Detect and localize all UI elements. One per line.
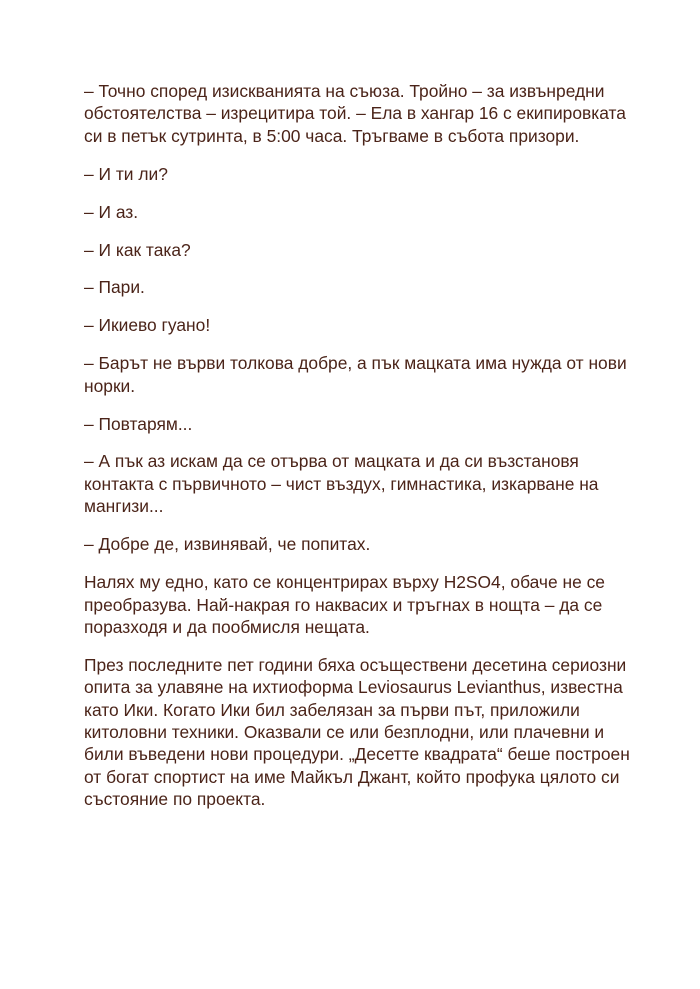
document-page <box>84 80 644 826</box>
paragraph-10: – Добре де, извинявай, че попитах. <box>84 534 371 555</box>
paragraph-8: – Повтарям... <box>84 413 193 434</box>
paragraph-1: – Точно според изискванията на съюза. Тройно – за извънредни обстоятелства – изрецитира той. – Ела в хангар 16 с екипировката си в петък сутринта, в 5:00 часа. Тръгваме в събота призори. <box>84 81 626 146</box>
paragraph-3: – И аз. <box>84 201 139 222</box>
paragraph-4: – И как така? <box>84 239 191 260</box>
paragraph-6: – Икиево гуано! <box>84 315 211 336</box>
paragraph-7: – Барът не върви толкова добре, а пък мацката има нужда от нови норки. <box>84 353 627 396</box>
paragraph-9: – А пък аз искам да се отърва от мацката и да си възстановя контакта с първичното – чист въздух, гимнастика, изкарване на мангизи... <box>84 451 599 517</box>
paragraph-2: – И ти ли? <box>84 163 168 184</box>
paragraph-5: – Пари. <box>84 277 145 298</box>
paragraph-11: Налях му едно, като се концентрирах върху H2SO4, обаче не се преобразува. Най-накрая го наквасих и тръгнах в нощта – да се поразходя и да пообмисля нещата. <box>84 572 605 637</box>
paragraph-12: През последните пет години бяха осъществени десетина сериозни опита за улавяне на ихтиоформа Leviosaurus Levianthus, известна като Ики. Когато Ики бил забелязан за първи път, приложили китоловни техники. Оказвали се или безплодни, или плачевни и били въведени нови процедури. „Десетте квадрата“ беше построен от богат спортист на име Майкъл Джант, който профука цялото си състояние по проекта. <box>84 654 630 810</box>
